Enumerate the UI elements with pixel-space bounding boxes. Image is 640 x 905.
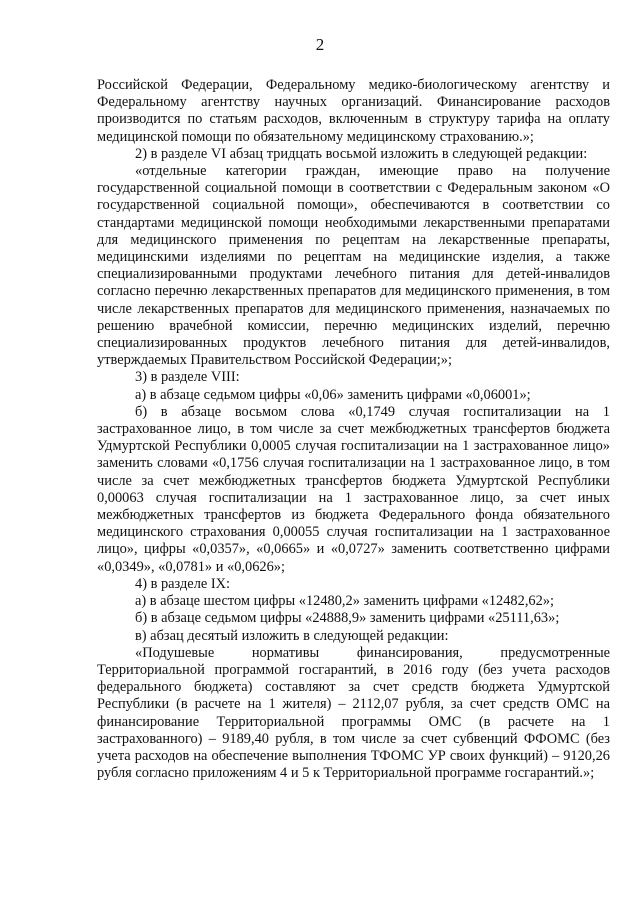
- page-number: 2: [315, 35, 325, 54]
- paragraph-quote-categories: «отдельные категории граждан, имеющие право на получение государственной социальной помощи в соответствии с Федеральным законом «О государственной социальной помощи», обеспечиваются в соответствии со стандартами медицинской помощи необходимыми лекарственными препаратами для медицинского применения по рецептам на лекарственные препараты, медицинскими изделиями по рецептам на медицинские изделия, а также специализированными продуктами лечебного питания для детей-инвалидов согласно перечню лекарственных препаратов для медицинского применения, в том числе лекарственных препаратов для медицинского применения, назначаемых по решению врачебной комиссии, перечню медицинских изделий, перечню специализированных продуктов лечебного питания для детей-инвалидов, утверждаемых Правительством Российской Федерации;»;: [97, 163, 610, 369]
- paragraph-item-4a: а) в абзаце шестом цифры «12480,2» заменить цифрами «12482,62»;: [135, 593, 555, 610]
- document-body: [97, 77, 610, 782]
- paragraph-item-3: 3) в разделе VIII:: [135, 369, 240, 386]
- paragraph-item-3a: а) в абзаце седьмом цифры «0,06» заменить цифрами «0,06001»;: [135, 386, 531, 403]
- paragraph-item-2: 2) в разделе VI абзац тридцать восьмой изложить в следующей редакции:: [135, 145, 588, 162]
- paragraph-item-4b: б) в абзаце седьмом цифры «24888,9» заменить цифрами «25111,63»;: [135, 610, 560, 627]
- paragraph-item-4c: в) абзац десятый изложить в следующей редакции:: [135, 627, 449, 644]
- paragraph-continuation: Российской Федерации, Федеральному медико-биологическому агентству и Федеральному агентству научных организаций. Финансирование расходов производится по статьям расходов, включенным в структуру тарифа на оплату медицинской помощи по обязательному медицинскому страхованию.»;: [97, 77, 610, 145]
- paragraph-item-3b: б) в абзаце восьмом слова «0,1749 случая госпитализации на 1 застрахованное лицо, в том числе за счет межбюджетных трансфертов бюджета Удмуртской Республики 0,0005 случая госпитализации на 1 застрахованное лицо» заменить словами «0,1756 случая госпитализации на 1 застрахованное лицо, в том числе за счет межбюджетных трансфертов бюджета Удмуртской Республики 0,00063 случая госпитализации на 1 застрахованное лицо, за счет иных межбюджетных трансфертов из бюджета Федерального фонда обязательного медицинского страхования 0,00055 случая госпитализации на 1 застрахованное лицо», цифры «0,0357», «0,0665» и «0,0727» заменить соответственно цифрами «0,0349», «0,0781» и «0,0626»;: [97, 403, 610, 575]
- paragraph-quote-normatives: «Подушевые нормативы финансирования, предусмотренные Территориальной программой госгарантий, в 2016 году (без учета расходов федерального бюджета) составляют за счет средств бюджета Удмуртской Республики (в расчете на 1 жителя) – 2112,07 рубля, за счет средств ОМС на финансирование Территориальной программы ОМС (в расчете на 1 застрахованного) – 9189,40 рубля, в том числе за счет субвенций ФФОМС (без учета расходов на обеспечение выполнения ТФОМС УР своих функций) – 9120,26 рубля согласно приложениям 4 и 5 к Территориальной программе госгарантий.»;: [97, 644, 610, 782]
- paragraph-item-4: 4) в разделе IX:: [135, 575, 231, 592]
